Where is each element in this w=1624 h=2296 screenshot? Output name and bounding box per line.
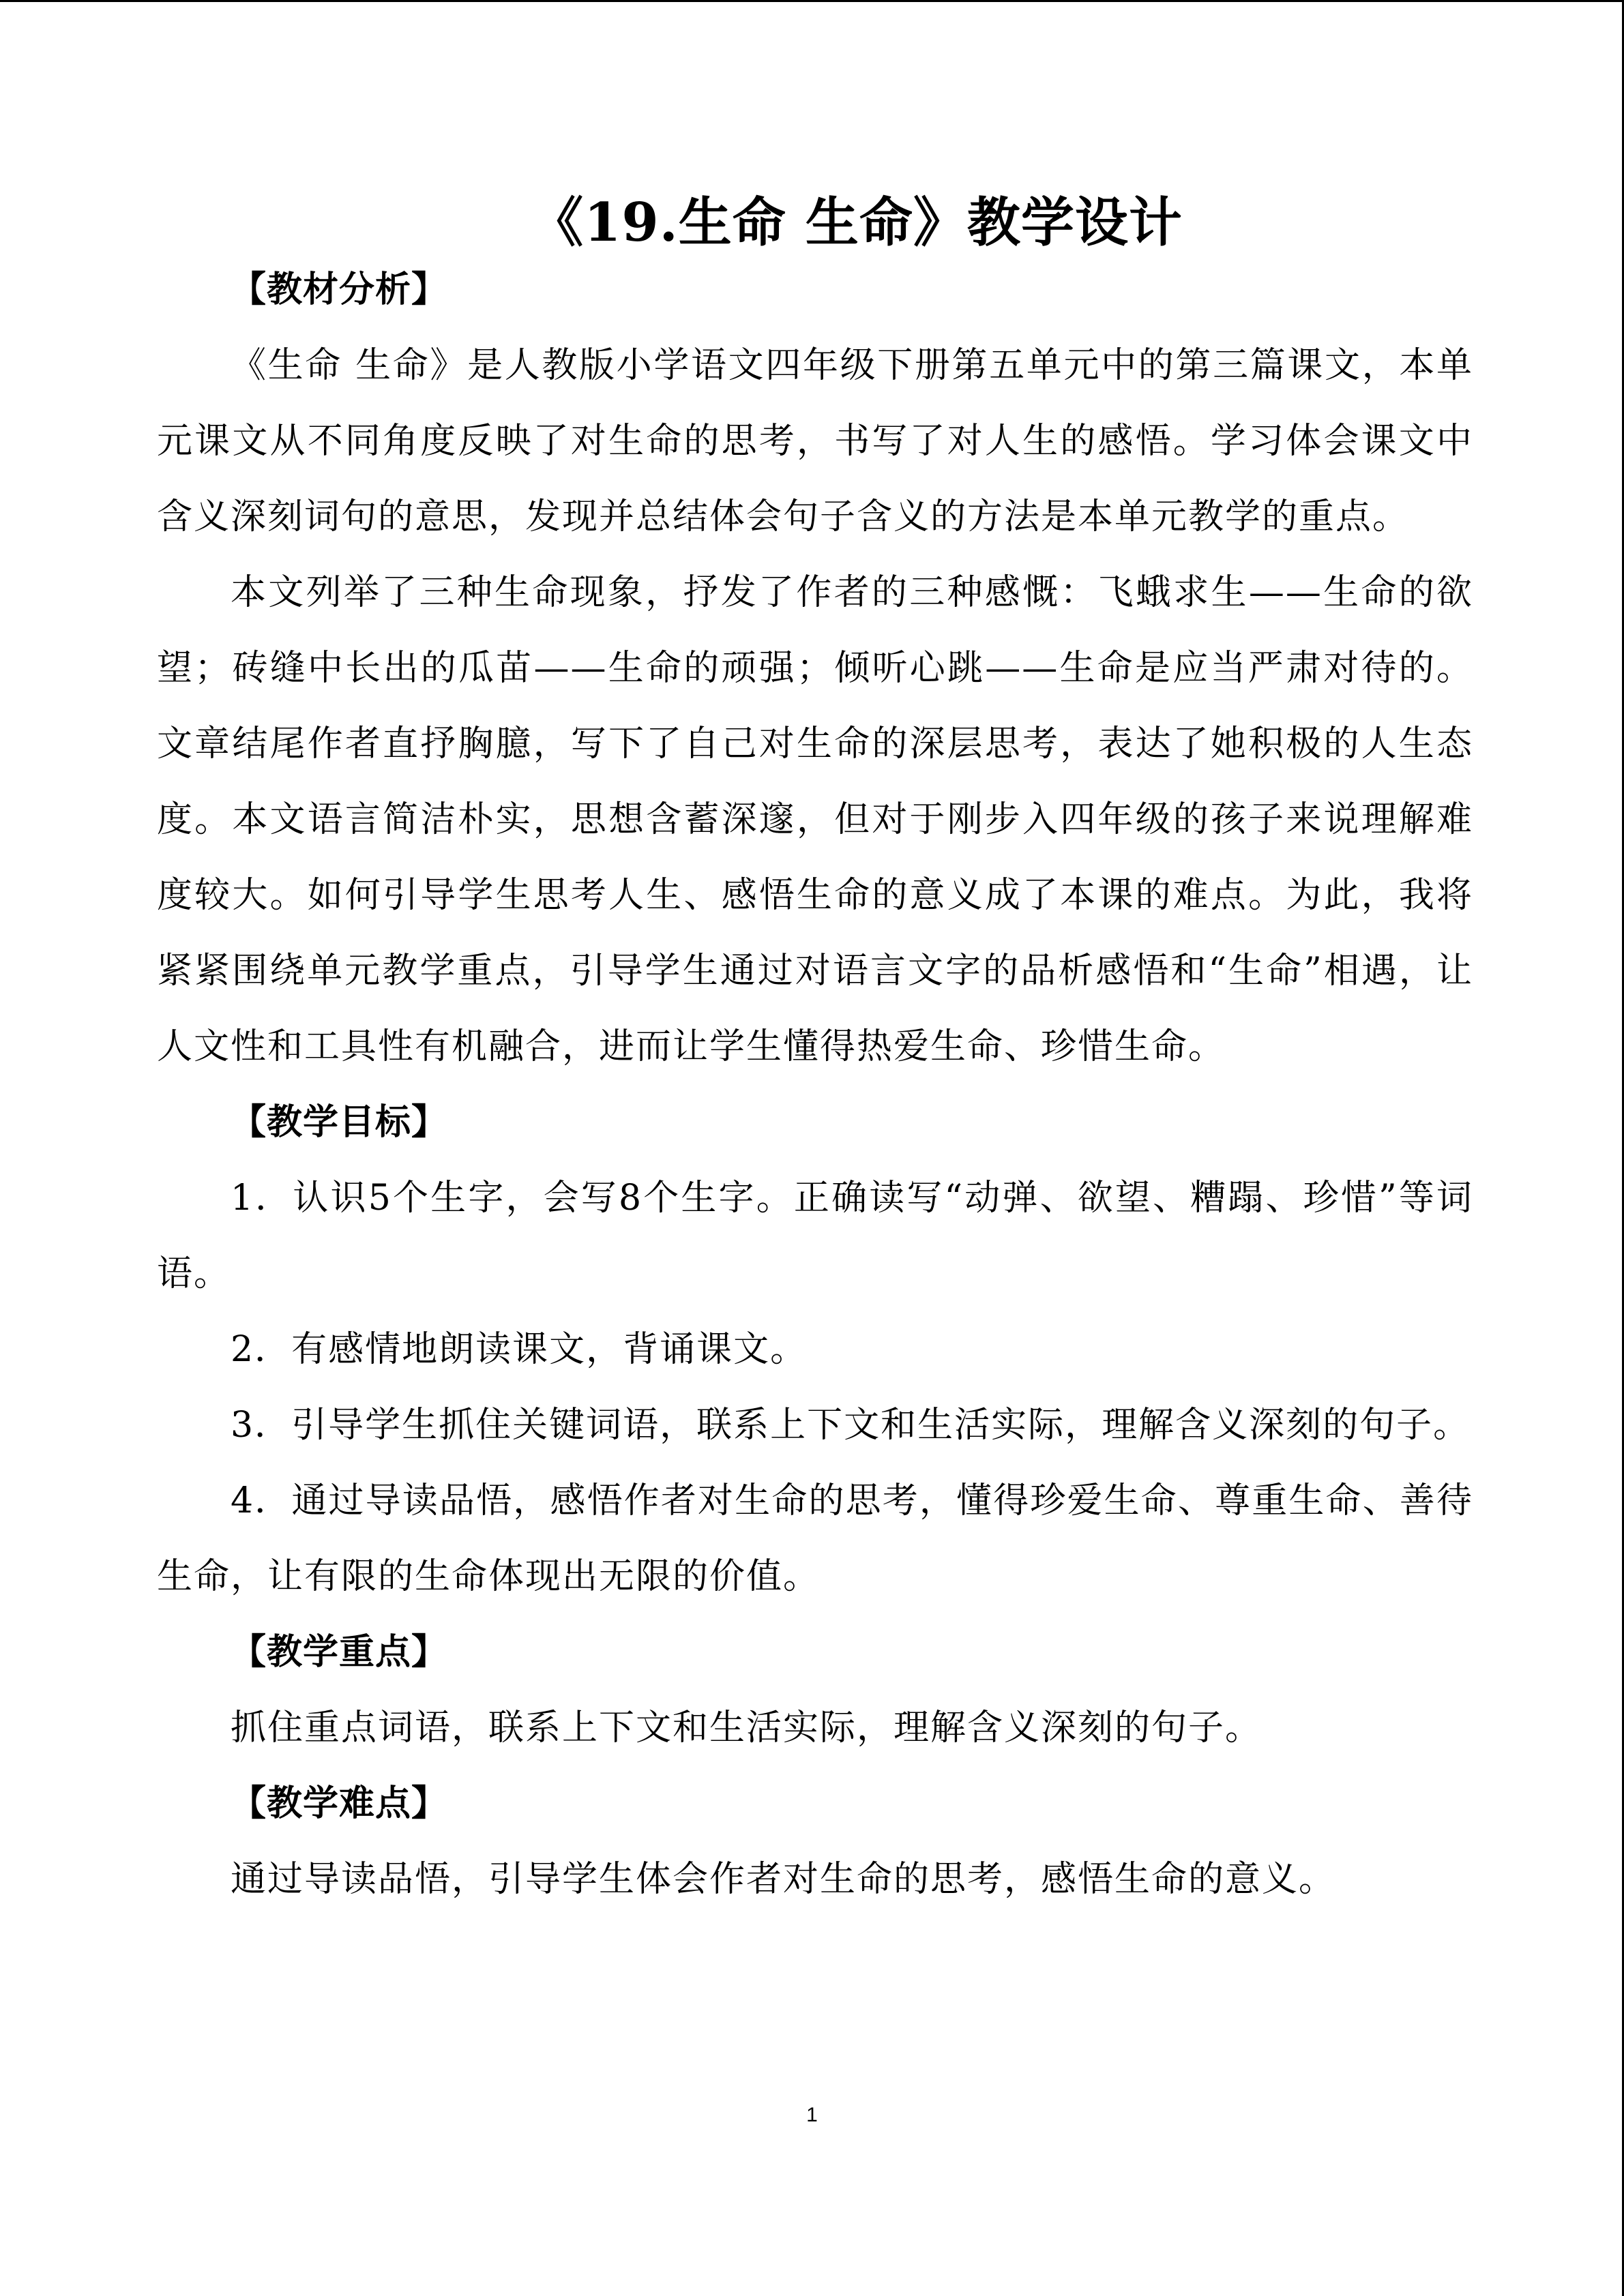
- document-body: [157, 252, 1473, 1918]
- heading-material-analysis: 【教材分析】: [231, 269, 448, 310]
- difficulties-text: 通过导读品悟，引导学生体会作者对生命的思考，感悟生命的意义。: [231, 1859, 1336, 1900]
- heading-teaching-objectives: 【教学目标】: [231, 1102, 448, 1143]
- heading-difficulties: 【教学难点】: [231, 1783, 448, 1824]
- page-number: 1: [806, 2104, 818, 2126]
- document-title: 《19.生命 生命》教学设计: [530, 192, 1183, 254]
- paragraph: 《生命 生命》是人教版小学语文四年级下册第五单元中的第三篇课文，本单元课文从不同角度反映了对生命的思考，书写了对人生的感悟。学习体会课文中含义深刻词句的意思，发现并总结体会句子含义的方法是本单元教学的重点。: [157, 345, 1473, 537]
- objective-item: 3．引导学生抓住关键词语，联系上下文和生活实际，理解含义深刻的句子。: [231, 1405, 1471, 1446]
- paragraph: 本文列举了三种生命现象，抒发了作者的三种感慨：飞蛾求生——生命的欲望；砖缝中长出的瓜苗——生命的顽强；倾听心跳——生命是应当严肃对待的。文章结尾作者直抒胸臆，写下了自己对生命的深层思考，表达了她积极的人生态度。本文语言简洁朴实，思想含蓄深邃，但对于刚步入四年级的孩子来说理解难度较大。如何引导学生思考人生、感悟生命的意义成了本课的难点。为此，我将紧紧围绕单元教学重点，引导学生通过对语言文字的品析感悟和“生命”相遇，让人文性和工具性有机融合，进而让学生懂得热爱生命、珍惜生命。: [157, 572, 1473, 1067]
- heading-key-points: 【教学重点】: [231, 1632, 448, 1673]
- objective-item: 2．有感情地朗读课文，背诵课文。: [231, 1329, 808, 1370]
- objective-item: 4．通过导读品悟，感悟作者对生命的思考，懂得珍爱生命、尊重生命、善待生命，让有限的生命体现出无限的价值。: [157, 1480, 1473, 1597]
- key-points-text: 抓住重点词语，联系上下文和生活实际，理解含义深刻的句子。: [231, 1708, 1263, 1748]
- objective-item: 1．认识5个生字，会写8个生字。正确读写“动弹、欲望、糟蹋、珍惜”等词语。: [157, 1178, 1473, 1294]
- page-border-top: [0, 0, 1624, 2]
